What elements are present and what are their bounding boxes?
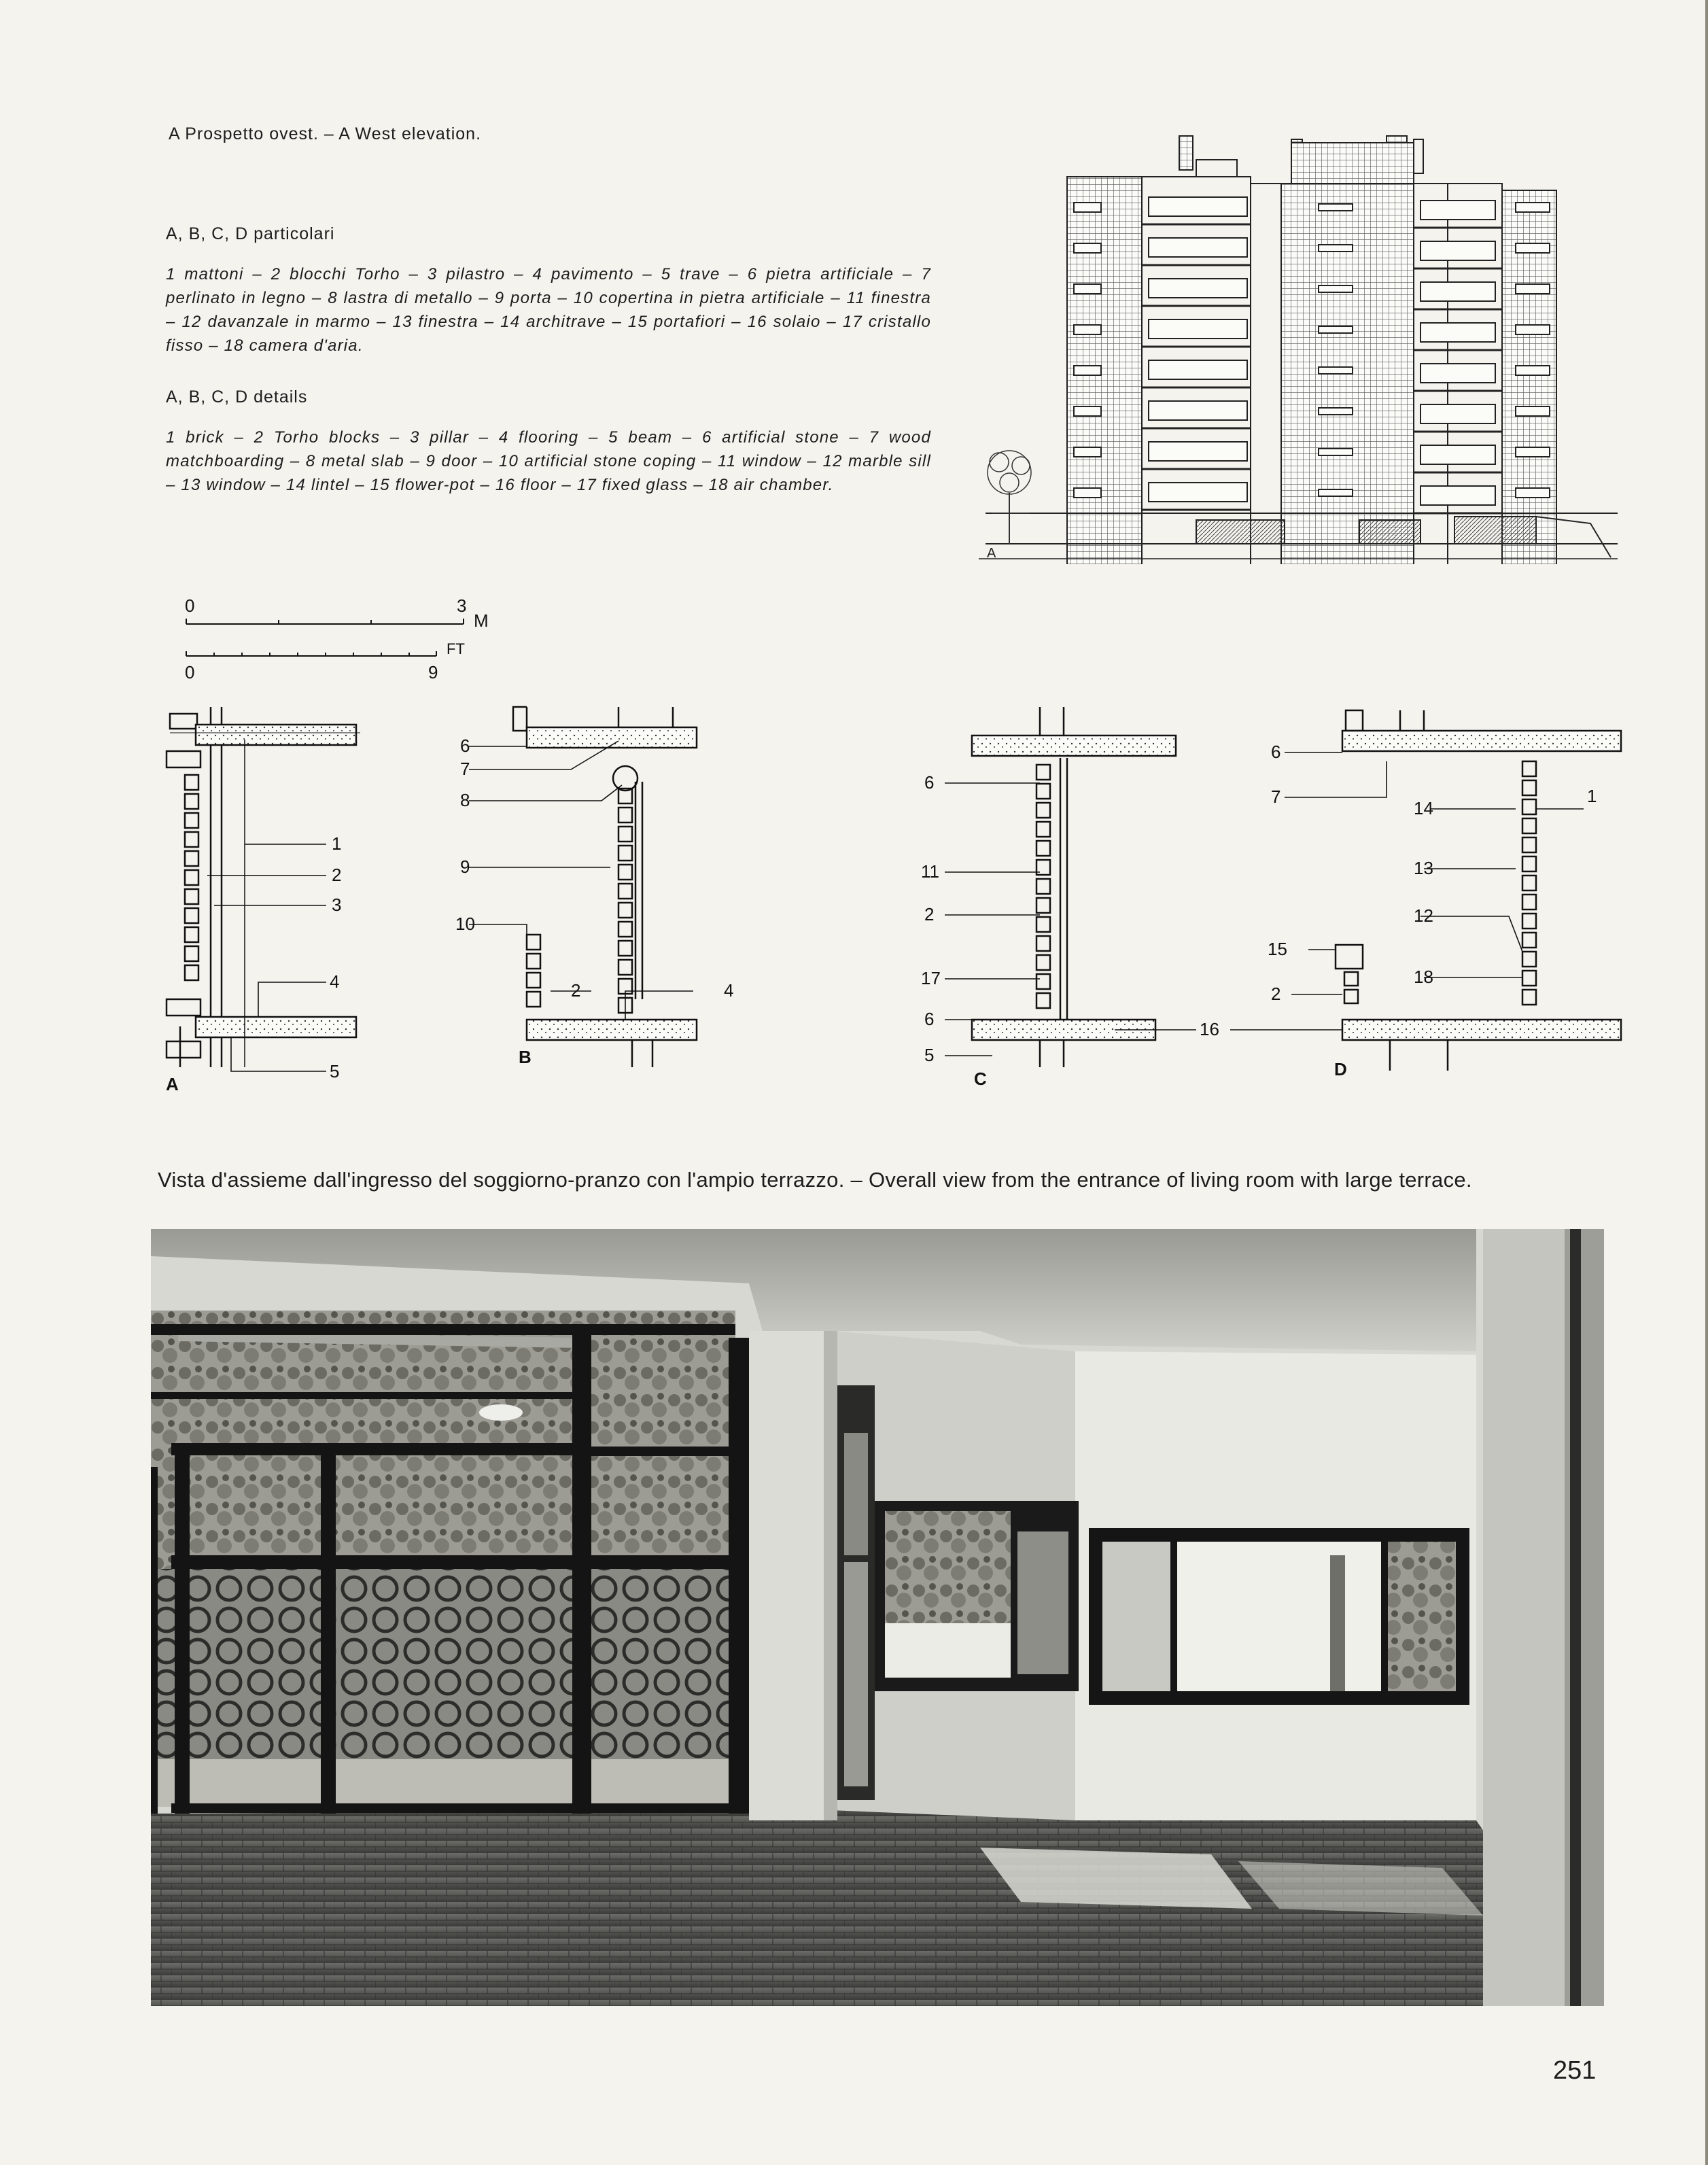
callout-d-13: 13	[1414, 858, 1433, 878]
living-room-photo	[151, 1229, 1604, 2006]
section-a-blocks	[185, 775, 198, 980]
callout-c-2: 2	[924, 904, 935, 924]
details-en-legend: 1 brick – 2 Torho blocks – 3 pillar – 4 flooring – 5 beam – 6 artificial stone – 7 wood matchboarding – 8 metal slab – 9 door – 10 artificial stone coping – 11 window – 12 marble sill – 13 window – 14 lintel – 15 flower-pot – 16 floor – 17 fixed glass – 18 air chamber.	[166, 428, 931, 494]
callout-c-5: 5	[924, 1045, 935, 1065]
callout-a-2: 2	[332, 865, 342, 885]
page-number: 251	[1553, 2056, 1597, 2085]
callout-c-6: 6	[924, 772, 935, 793]
section-c-blocks	[1036, 765, 1050, 1008]
callout-d-14: 14	[1414, 798, 1433, 818]
callout-b-4: 4	[724, 980, 734, 1001]
details-en-heading: A, B, C, D details	[166, 387, 308, 406]
callout-d-7: 7	[1271, 786, 1281, 807]
page-edge-shadow	[1705, 0, 1708, 2165]
scale-imperial-end: 9	[428, 662, 438, 682]
callout-c-17: 17	[921, 968, 941, 988]
tree-icon	[988, 451, 1031, 544]
section-b-coping-blocks	[527, 935, 540, 1007]
section-c	[972, 707, 1176, 1067]
elevation-label: A	[987, 546, 996, 561]
scale-metric-start: 0	[185, 595, 195, 616]
scale-metric-unit: M	[474, 610, 489, 631]
details-it-legend: 1 mattoni – 2 blocchi Torho – 3 pilastro – 4 pavimento – 5 trave – 6 pietra artificiale – 7 perlinato in legno – 8 lastra di metallo – 9 porta – 10 copertina in pietra artificiale – 11 finestra – 12 davanzale in marmo – 13 finestra – 14 architrave – 15 portafiori – 16 solaio – 17 cristallo fisso – 18 camera d'aria.	[166, 265, 931, 355]
scale-metric-end: 3	[457, 595, 467, 616]
callout-a-1: 1	[332, 833, 342, 854]
callout-d-12: 12	[1414, 905, 1433, 926]
section-d	[1336, 710, 1621, 1071]
callout-b-7: 7	[460, 759, 470, 779]
callout-d-6: 6	[1271, 742, 1281, 762]
callout-d-1: 1	[1587, 786, 1597, 806]
section-b-blocks	[618, 789, 632, 1013]
callout-b-8: 8	[460, 790, 470, 810]
scale-imperial-unit: FT	[447, 640, 465, 657]
callout-a-3: 3	[332, 895, 342, 915]
elevation-caption: A Prospetto ovest. – A West elevation.	[169, 124, 482, 143]
section-a	[167, 707, 360, 1067]
section-b	[513, 707, 697, 1067]
section-details	[156, 700, 1631, 1101]
west-elevation-drawing	[979, 129, 1618, 564]
callout-b-2: 2	[571, 980, 581, 1001]
scale-imperial-start: 0	[185, 662, 195, 682]
callout-a-4: 4	[330, 971, 340, 992]
callout-c-6b: 6	[924, 1009, 935, 1029]
callout-b-10: 10	[455, 914, 475, 934]
photo-caption: Vista d'assieme dall'ingresso del soggiorno-pranzo con l'ampio terrazzo. – Overall view from the entrance of living room with large terrace.	[158, 1168, 1472, 1192]
callout-c-11: 11	[921, 861, 939, 882]
callout-a-5: 5	[330, 1061, 340, 1081]
section-d-label: D	[1334, 1059, 1347, 1079]
callout-d-2: 2	[1271, 984, 1281, 1004]
section-a-label: A	[166, 1074, 179, 1094]
scale-bars	[178, 591, 491, 693]
callout-c-16: 16	[1200, 1019, 1219, 1039]
callout-b-6: 6	[460, 735, 470, 756]
callout-d-15: 15	[1268, 939, 1287, 959]
section-b-label: B	[519, 1047, 531, 1067]
callout-d-18: 18	[1414, 967, 1433, 987]
callout-b-9: 9	[460, 856, 470, 877]
details-it-heading: A, B, C, D particolari	[166, 224, 335, 243]
section-c-label: C	[974, 1069, 987, 1089]
